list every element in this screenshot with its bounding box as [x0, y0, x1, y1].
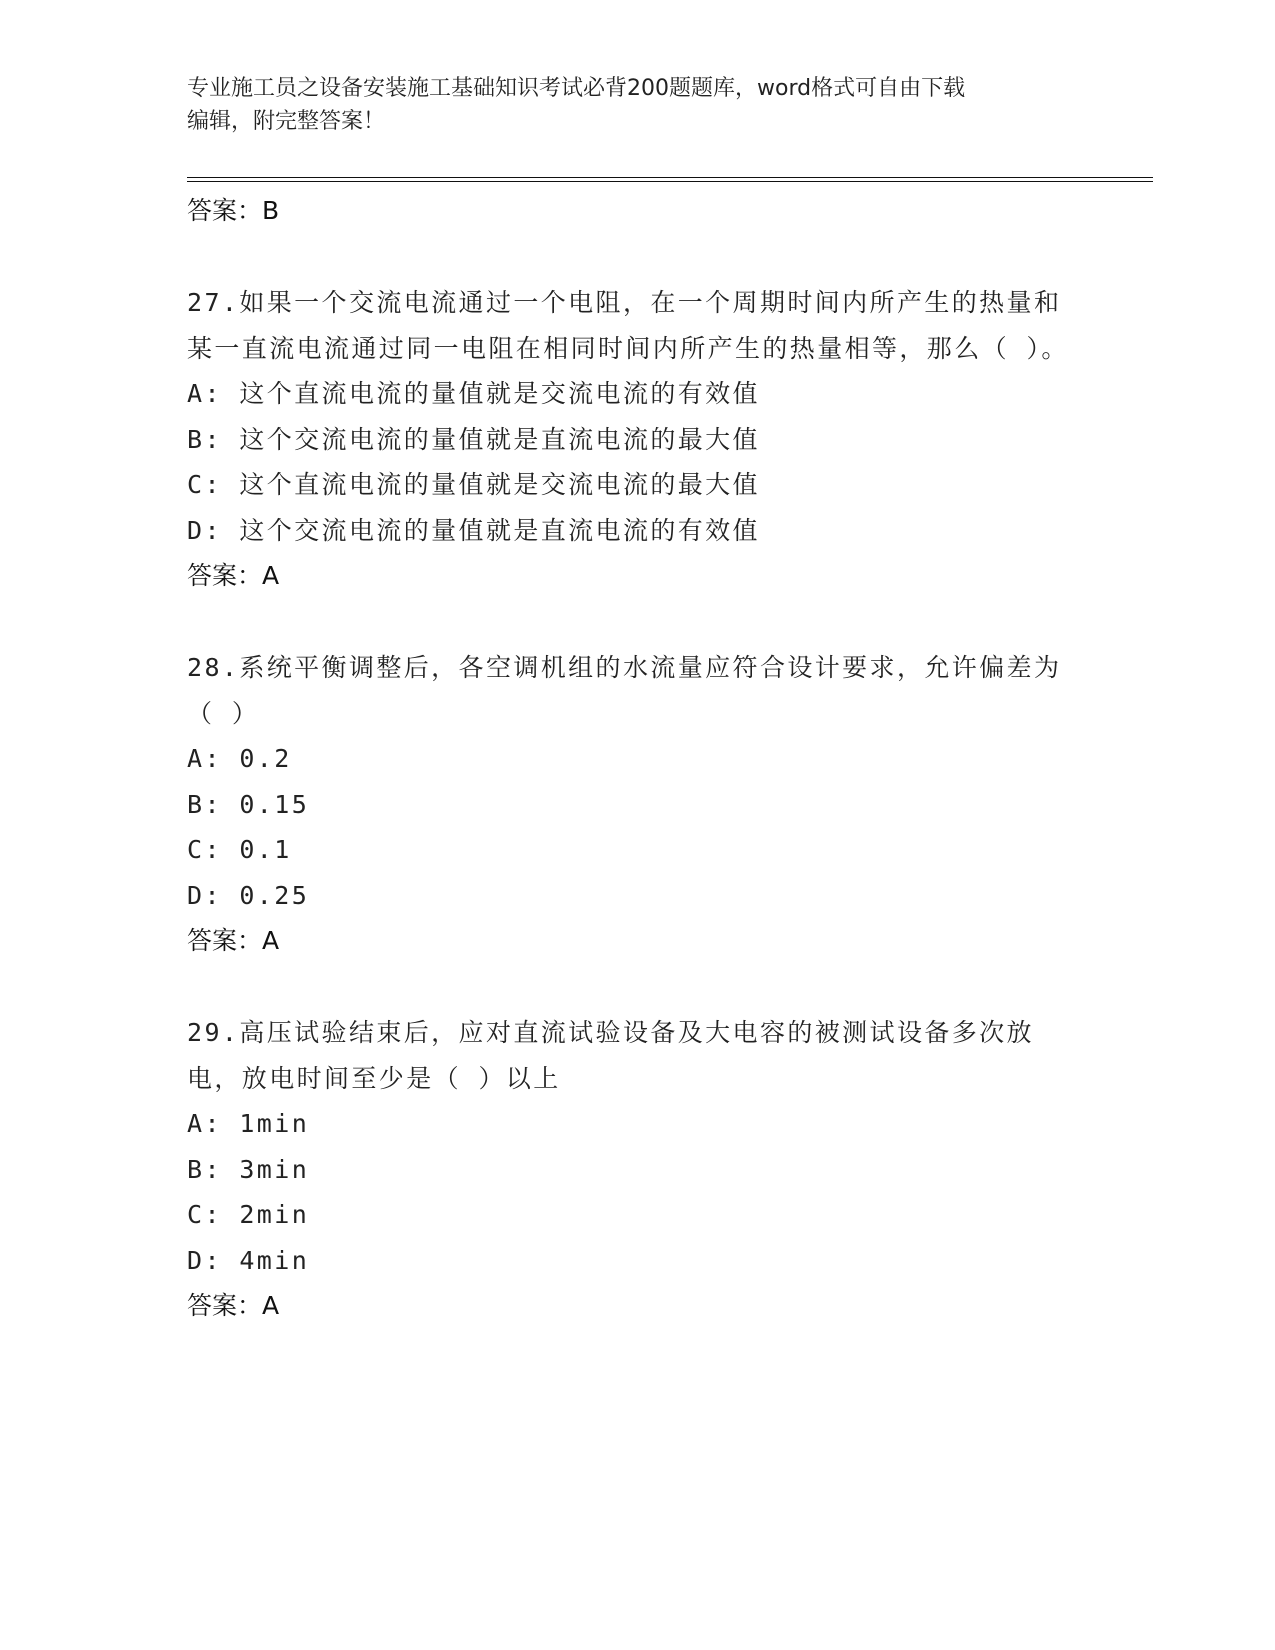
- question-28-option-d: D: 0.25: [187, 880, 310, 910]
- question-27-option-b: B: 这个交流电流的量值就是直流电流的最大值: [187, 424, 760, 454]
- question-29-answer: 答案：A: [187, 1291, 280, 1320]
- question-29-option-c: C: 2min: [187, 1200, 310, 1229]
- question-27-option-a: A: 这个直流电流的量值就是交流电流的有效值: [187, 379, 760, 408]
- question-28-text: 28.系统平衡调整后，各空调机组的水流量应符合设计要求，允许偏差为（ ）: [187, 653, 1062, 728]
- question-27-text: 27.如果一个交流电流通过一个电阻，在一个周期时间内所产生的热量和某一直流电流通过同一电阻在相同时间内所产生的热量相等，那么（ ）。: [187, 288, 1069, 363]
- header-title-line-1: 专业施工员之设备安装施工基础知识考试必背200题题库，word格式可自由下载: [187, 76, 966, 101]
- header-title-line-2: 编辑，附完整答案！: [187, 109, 386, 134]
- question-29-text: 29.高压试验结束后，应对直流试验设备及大电容的被测试设备多次放电，放电时间至少是（ ）以上: [187, 1018, 1034, 1093]
- previous-answer: 答案：B: [187, 196, 280, 225]
- question-29-option-d: D: 4min: [187, 1245, 310, 1275]
- question-29-option-b: B: 3min: [187, 1154, 310, 1184]
- question-29-option-a: A: 1min: [187, 1109, 310, 1138]
- question-27-option-c: C: 这个直流电流的量值就是交流电流的最大值: [187, 470, 760, 499]
- question-28-option-c: C: 0.1: [187, 835, 292, 864]
- document-body: [187, 188, 1087, 1329]
- header-divider-top: [187, 177, 1153, 178]
- header-divider-bottom: [187, 181, 1153, 182]
- question-28-answer: 答案：A: [187, 926, 280, 955]
- question-28-option-b: B: 0.15: [187, 789, 310, 819]
- document-header: [187, 72, 1087, 138]
- question-27-option-d: D: 这个交流电流的量值就是直流电流的有效值: [187, 515, 760, 545]
- question-27-answer: 答案：A: [187, 561, 280, 590]
- question-28-option-a: A: 0.2: [187, 744, 292, 773]
